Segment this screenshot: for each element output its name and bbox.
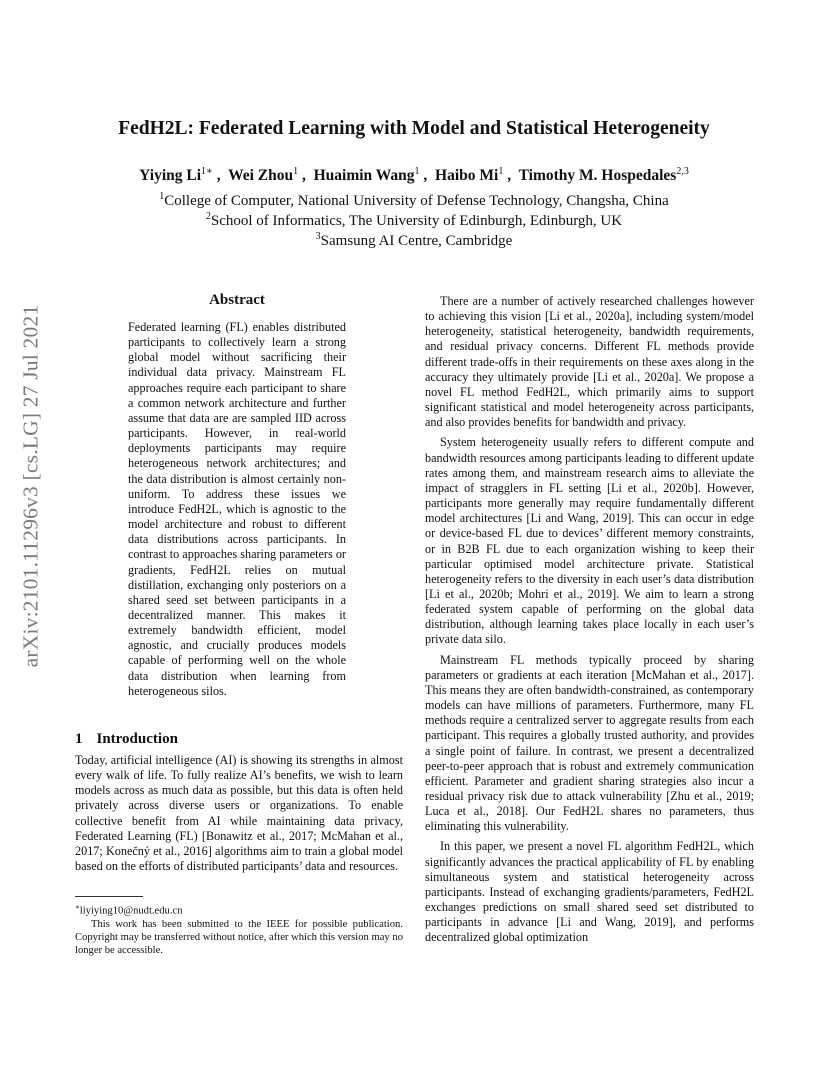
section-number: 1	[75, 731, 83, 747]
footnote-mark: ∗	[75, 903, 80, 911]
author-list: Yiying $Li^{1∗}$ , Wei Zhou$^1$ , Huaimin Wang$^1$ , Haibo Mi$^1$ , Timothy M. Hospedales$^{2,3}$	[139, 166, 689, 185]
author-affiliation-mark: 1	[293, 166, 299, 177]
author-affiliation-mark: 1∗	[201, 166, 213, 177]
footnotes	[75, 901, 403, 958]
body-paragraph: There are a number of actively researched challenges however to achieving this vision [Li et al., 2020a], including system/model heterogeneity, statistical heterogeneity, bandwidth requirements, and residual privacy concerns. Different FL methods provide different trade-offs in their requirements on these axes along in the accuracy they ultimately provide [Li et al., 2020a]. We propose a novel FL method FedH2L, which primarily aims to support significant statistical and model heterogeneity across participants, and also provides benefits for bandwidth and privacy.	[425, 294, 754, 430]
author-name: Huaimin Wang	[313, 167, 415, 185]
author-name: Haibo Mi	[435, 167, 499, 185]
body-paragraph: In this paper, we present a novel FL algorithm FedH2L, which significantly advances the practical applicability of FL by enabling simultaneous system and statistical heterogeneity across participants. Instead of exchanging gradients/parameters, FedH2L exchanges predictions on small shared seed set distributed to participants in advance [Li and Wang, 2019], and performs decentralized global optimization	[425, 839, 754, 945]
footnote-email-text: liyiying10@nudt.edu.cn	[79, 905, 183, 917]
affiliation-text: College of Computer, National University of Defense Technology, Changsha, China	[164, 193, 669, 209]
affiliation-mark: 2	[205, 211, 211, 222]
affiliation-2	[60, 211, 768, 230]
abstract-heading: Abstract	[209, 292, 265, 308]
paper-title: FedH2L: Federated Learning with Model and Statistical Heterogeneity	[118, 118, 710, 139]
footnote-email	[75, 901, 403, 918]
arxiv-identifier: arXiv:2101.11296v3 [cs.LG] 27 Jul 2021	[18, 304, 43, 668]
abstract-paragraph: Federated learning (FL) enables distributed participants to collectively learn a strong global model without sacrificing their individual data privacy. Mainstream FL approaches require each participant to share a common network architecture and further assume that data are are sampled IID across participants. However, in real-world deployments participants may require heterogeneous network architectures; and the data distribution is almost certainly non-uniform. To address these issues we introduce FedH2L, which is agnostic to the model architecture and robust to different data distributions across participants. In contrast to approaches sharing parameters or gradients, FedH2L relies on mutual distillation, exchanging only posteriors on a shared seed set between participants in a decentralized manner. This makes it extremely bandwidth efficient, model agnostic, and crucially produces models capable of performing well on the whole data distribution when learning from heterogeneous silos.	[128, 320, 346, 698]
affiliation-mark: 3	[315, 231, 321, 242]
section-title: Introduction	[96, 731, 178, 747]
body-paragraph: Mainstream FL methods typically proceed by sharing parameters or gradients at each iteration [McMahan et al., 2017]. This means they are often bandwidth-constrained, as contemporary models can have millions of parameters. Furthermore, many FL methods require a centralized server to aggregate results from each participant. This requires a globally trusted authority, and provides a single point of failure. In contrast, we present a decentralized peer-to-peer approach that is robust and extremely communication efficient. Parameter and gradient sharing strategies also incur a residual privacy risk due to attack vulnerability [Zhu et al., 2019; Luca et al., 2018]. Our FedH2L shares no parameters, thus eliminating this vulnerability.	[425, 652, 754, 834]
section-heading-introduction	[75, 731, 178, 748]
author-affiliation-mark: 1	[498, 166, 504, 177]
author-name: Wei Zhou	[228, 167, 294, 185]
right-column	[425, 294, 754, 951]
author-name: Timothy M. Hospedales	[518, 167, 677, 185]
author-affiliation-mark: 2,3	[676, 166, 689, 177]
author-name: Yiying Li	[139, 167, 202, 185]
body-paragraph: System heterogeneity usually refers to different compute and bandwidth resources among participants leading to different update rates among them, and mainstream research aims to alleviate the impact of stragglers in FL setting [Li et al., 2020b]. However, participants more generally may require fundamentally different model architectures [Li and Wang, 2019]. This can occur in edge or device-based FL due to devices’ different memory constraints, or in B2B FL due to each organization wishing to keep their particular optimised model architecture private. Statistical heterogeneity refers to the diversity in each user’s data distribution [Li et al., 2020b; Mohri et al., 2019]. We aim to learn a strong federated system capable of performing on the global data distribution, although learning takes place locally in each user’s private data silo.	[425, 435, 754, 647]
affiliation-3	[60, 231, 768, 250]
affiliation-text: Samsung AI Centre, Cambridge	[320, 233, 513, 249]
introduction-paragraph: Today, artificial intelligence (AI) is showing its strengths in almost every walk of life. To fully realize AI’s benefits, we wish to learn models across as much data as possible, but this data is often held privately across diverse users or organizations. To enable collective benefit from AI while maintaining data privacy, Federated Learning (FL) [Bonawitz et al., 2017; McMahan et al., 2017; Konečný et al., 2016] algorithms aim to train a global model based on the efforts of distributed participants’ data and resources.	[75, 753, 403, 874]
footnote-notice: This work has been submitted to the IEEE for possible publication. Copyright may be transferred without notice, after which this version may no longer be accessible.	[75, 918, 403, 957]
introduction-text	[75, 753, 403, 874]
affiliation-1	[60, 191, 768, 210]
affiliation-mark: 1	[159, 191, 165, 202]
affiliation-text: School of Informatics, The University of Edinburgh, Edinburgh, UK	[210, 213, 623, 229]
author-affiliation-mark: 1	[414, 166, 420, 177]
footnote-divider	[75, 896, 143, 897]
arxiv-identifier-stamp	[14, 296, 48, 676]
abstract-text	[128, 320, 346, 699]
